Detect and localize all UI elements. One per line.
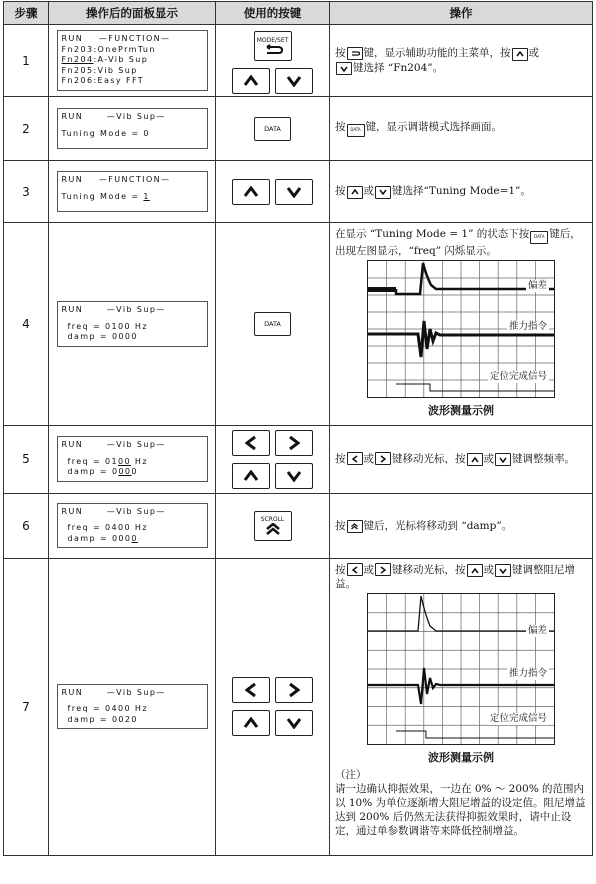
data-key-icon: DATA: [347, 124, 365, 137]
cursor-highlight: 0: [131, 533, 138, 543]
down-arrow-icon: [286, 186, 302, 198]
header-operation: 操作: [330, 2, 593, 25]
panel-display: RUN —FUNCTION— Tuning Mode = 1: [57, 171, 208, 212]
left-arrow-icon: [245, 435, 257, 451]
up-key[interactable]: [232, 710, 270, 736]
step-number: 5: [4, 425, 49, 493]
table-row: 4 RUN —Vib Sup— freq = 0100 Hz damp = 0000 DATA 在显示 “Tuning Mode = 1” 的状态下按 DATA 键后，出现左图显示，“freq” 闪烁显示。 偏差 推力指令 定位完成信号 波形测量示例: [4, 223, 593, 426]
down-key-icon: [495, 564, 511, 577]
down-key[interactable]: [275, 68, 313, 94]
up-key-icon: [347, 186, 363, 199]
right-key-icon: [375, 563, 391, 576]
step-number: 7: [4, 558, 49, 855]
note-text: 请一边确认抑振效果，一边在 0% ～ 200% 的范围内以 10% 为单位逐渐增大阻尼增益的设定值。阻尼增益达到 200% 后仍然无法获得抑振效果时，请中止设定，通过单参数调谐等来降低控制增益。: [335, 783, 586, 837]
step-number: 3: [4, 161, 49, 223]
step-number: 4: [4, 223, 49, 426]
down-key[interactable]: [275, 710, 313, 736]
header-key: 使用的按键: [216, 2, 330, 25]
right-arrow-icon: [288, 682, 300, 698]
positioning-complete-label: 定位完成信号: [489, 713, 547, 724]
up-arrow-icon: [243, 470, 259, 482]
cursor-highlight: 1: [143, 191, 150, 201]
panel-display: RUN —Vib Sup— freq = 0400 Hz damp = 0000: [57, 503, 208, 549]
scroll-key-icon: [347, 520, 363, 533]
up-arrow-icon: [243, 717, 259, 729]
table-row: 6 RUN —Vib Sup— freq = 0400 Hz damp = 0000 SCROLL 按 键后，光标将移动到 “damp”。: [4, 493, 593, 558]
up-key[interactable]: [232, 68, 270, 94]
mode-set-key-icon: [347, 47, 363, 60]
panel-display: RUN —Vib Sup— freq = 0400 Hz damp = 0020: [57, 684, 208, 730]
up-arrow-icon: [243, 75, 259, 87]
right-key[interactable]: [275, 430, 313, 456]
left-arrow-icon: [245, 682, 257, 698]
note-title: （注）: [335, 769, 367, 781]
table-row: 5 RUN —Vib Sup— freq = 0100 Hz damp = 0000 按 或 键移动光标，按 或 键调整频率。: [4, 425, 593, 493]
down-key[interactable]: [275, 463, 313, 489]
mode-set-key[interactable]: MODE/SET: [254, 31, 292, 61]
down-arrow-icon: [286, 75, 302, 87]
cursor-highlight: Fn204: [61, 55, 94, 65]
waveform-scope: [367, 593, 555, 745]
data-key[interactable]: DATA: [254, 117, 291, 141]
thrust-command-label: 推力指令: [508, 320, 547, 332]
header-panel: 操作后的面板显示: [49, 2, 216, 25]
data-key-icon: DATA: [530, 231, 548, 244]
waveform-caption: 波形测量示例: [428, 751, 494, 764]
table-row: 2 RUN —Vib Sup— Tuning Mode = 0 DATA 按 DATA 键，显示调谐模式选择画面。: [4, 97, 593, 161]
panel-display: RUN —Vib Sup— freq = 0100 Hz damp = 0000: [57, 301, 208, 347]
up-key[interactable]: [232, 179, 270, 205]
cursor-highlight: 00: [118, 456, 131, 466]
positioning-complete-label: 定位完成信号: [489, 370, 547, 382]
table-row: 1 RUN —FUNCTION— Fn203:OnePrmTun Fn204:A-Vib Sup Fn205:Vib Sup Fn206:Easy FFT MODE/SET 按 键，显示辅助功能的主菜单，按 或 键选择 “Fn204”。: [4, 25, 593, 97]
table-header-row: [4, 2, 593, 25]
panel-display: RUN —FUNCTION— Fn203:OnePrmTun Fn204:A-Vib Sup Fn205:Vib Sup Fn206:Easy FFT: [57, 30, 208, 91]
deviation-label: 偏差: [527, 625, 547, 636]
header-step: 步骤: [4, 2, 49, 25]
left-key-icon: [347, 563, 363, 576]
left-key-icon: [347, 452, 363, 465]
step-number: 1: [4, 25, 49, 97]
table-row: 7 RUN —Vib Sup— freq = 0400 Hz damp = 0020 按 或 键移动光标，按 或 键调整阻尼增益。 偏差 推力指令 定位完成信号 波形测量示例 （注） 请一边确认抑振效果，一边在 0% ～ 200% 的范围内以 10% 为单位逐渐增大阻尼增益的设定值。阻尼增益达到 200% 后仍然无法获得抑振效果时，请中止设定，通过单参数调谐等来降低控制增益。: [4, 558, 593, 855]
up-key-icon: [512, 48, 528, 61]
step-number: 6: [4, 493, 49, 558]
scroll-key[interactable]: SCROLL: [254, 511, 292, 541]
down-key-icon: [495, 453, 511, 466]
up-key-icon: [467, 564, 483, 577]
down-arrow-icon: [286, 717, 302, 729]
right-key[interactable]: [275, 677, 313, 703]
thrust-command-label: 推力指令: [508, 668, 547, 679]
procedure-table: [3, 1, 593, 856]
waveform-caption: 波形测量示例: [428, 403, 494, 417]
up-key-icon: [467, 453, 483, 466]
down-arrow-icon: [286, 470, 302, 482]
down-key-icon: [375, 186, 391, 199]
left-key[interactable]: [232, 677, 270, 703]
mode-set-arrow-icon: [263, 44, 283, 56]
right-arrow-icon: [288, 435, 300, 451]
step-number: 2: [4, 97, 49, 161]
left-key[interactable]: [232, 430, 270, 456]
table-row: 3 RUN —FUNCTION— Tuning Mode = 1 按 或 键选择“Tuning Mode=1”。: [4, 161, 593, 223]
panel-display: RUN —Vib Sup— freq = 0100 Hz damp = 0000: [57, 436, 208, 482]
down-key-icon: [336, 62, 352, 75]
waveform-scope: [367, 260, 555, 398]
deviation-label: 偏差: [527, 279, 547, 291]
panel-display: RUN —Vib Sup— Tuning Mode = 0: [57, 108, 208, 149]
down-key[interactable]: [275, 179, 313, 205]
right-key-icon: [375, 452, 391, 465]
up-key[interactable]: [232, 463, 270, 489]
double-up-arrow-icon: [264, 523, 282, 535]
up-arrow-icon: [243, 186, 259, 198]
data-key[interactable]: DATA: [254, 312, 291, 336]
